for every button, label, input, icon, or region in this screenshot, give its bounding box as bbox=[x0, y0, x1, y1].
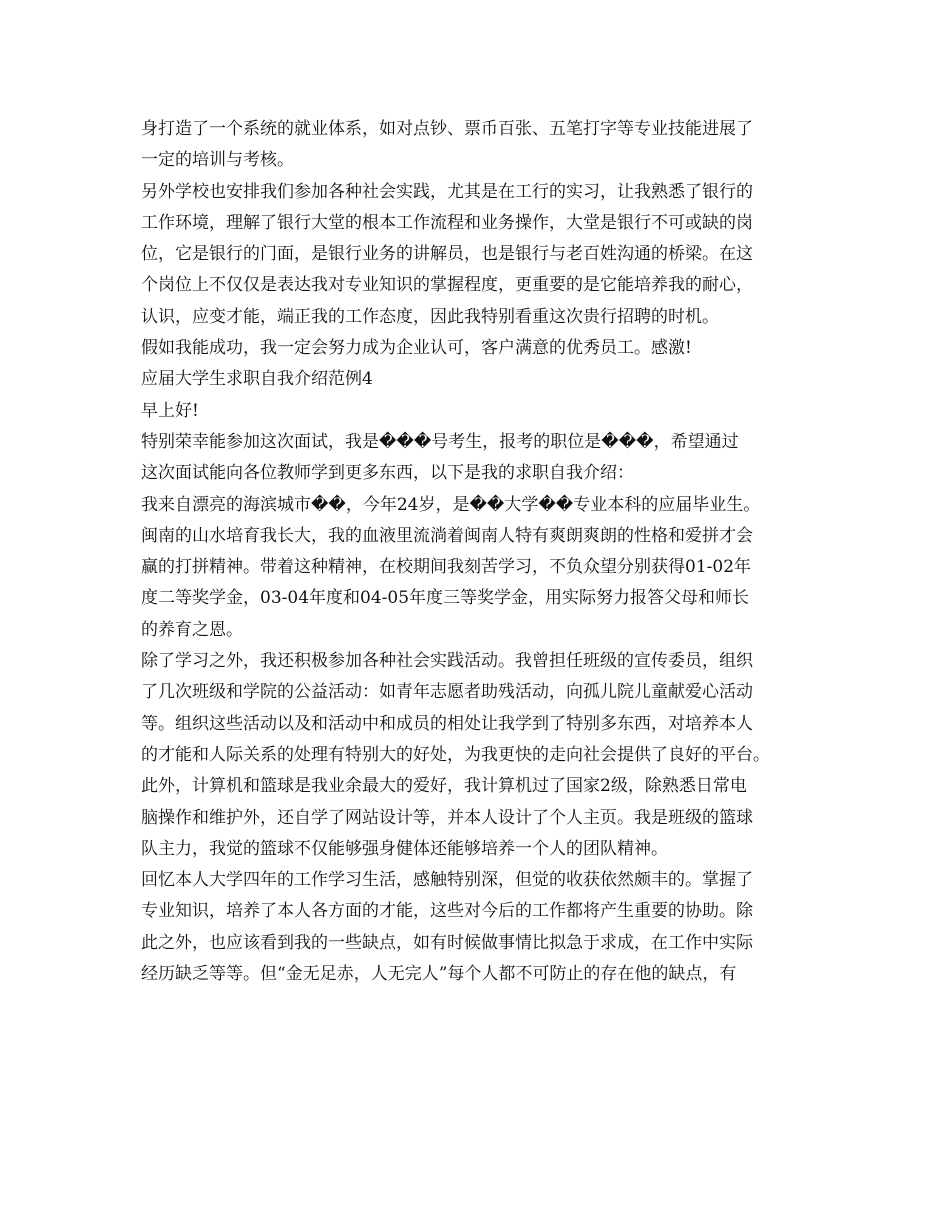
text-line: 了几次班级和学院的公益活动：如青年志愿者助残活动，向孤儿院儿童献爱心活动 bbox=[141, 682, 753, 703]
text-line: 赢的打拼精神。带着这种精神，在校期间我刻苦学习，不负众望分别获得01-02年 bbox=[141, 557, 752, 578]
text-line: 此之外，也应该看到我的一些缺点，如有时候做事情比拟急于求成，在工作中实际 bbox=[141, 932, 753, 953]
document-body bbox=[141, 114, 821, 990]
text-line: 回忆本人大学四年的工作学习生活，感触特别深，但觉的收获依然颇丰的。掌握了 bbox=[141, 870, 753, 891]
text-line: 身打造了一个系统的就业体系，如对点钞、票币百张、五笔打字等专业技能进展了 bbox=[141, 119, 753, 139]
text-line: 工作环境，理解了银行大堂的根本工作流程和业务操作，大堂是银行不可或缺的岗 bbox=[141, 212, 753, 233]
text-line: 个岗位上不仅仅是表达我对专业知识的掌握程度，更重要的是它能培养我的耐心， bbox=[141, 275, 753, 296]
text-line: 位，它是银行的门面，是银行业务的讲解员，也是银行与老百姓沟通的桥梁。在这 bbox=[141, 244, 753, 265]
text-line: 等。组织这些活动以及和活动中和成员的相处让我学到了特别多东西，对培养本人 bbox=[141, 713, 753, 734]
greeting-line: 早上好! bbox=[141, 400, 199, 421]
text-line: 一定的培训与考核。 bbox=[141, 150, 294, 171]
text-line: 闽南的山水培育我长大，我的血液里流淌着闽南人特有爽朗爽朗的性格和爱拼才会 bbox=[141, 525, 753, 546]
section-heading: 应届大学生求职自我介绍范例4 bbox=[141, 369, 373, 390]
text-line: 经历缺乏等等。但“金无足赤，人无完人”每个人都不可防止的存在他的缺点，有 bbox=[141, 964, 737, 985]
text-line: 此外，计算机和篮球是我业余最大的爱好，我计算机过了国家2级，除熟悉日常电 bbox=[141, 776, 747, 797]
text-line: 假如我能成功，我一定会努力成为企业认可，客户满意的优秀员工。感激! bbox=[141, 338, 692, 359]
text-line: 特别荣幸能参加这次面试，我是���号考生，报考的职位是���，希望通过 bbox=[141, 431, 739, 452]
text-line: 我来自漂亮的海滨城市��，今年24岁，是��大学��专业本科的应届毕业生。 bbox=[141, 494, 761, 515]
text-line: 脑操作和维护外，还自学了网站设计等，并本人设计了个人主页。我是班级的篮球 bbox=[141, 807, 753, 828]
text-line: 另外学校也安排我们参加各种社会实践，尤其是在工行的实习，让我熟悉了银行的 bbox=[141, 181, 753, 202]
text-line: 认识，应变才能，端正我的工作态度，因此我特别看重这次贵行招聘的时机。 bbox=[141, 306, 719, 327]
text-line: 专业知识，培养了本人各方面的才能，这些对今后的工作都将产生重要的协助。除 bbox=[141, 901, 753, 922]
text-line: 除了学习之外，我还积极参加各种社会实践活动。我曾担任班级的宣传委员，组织 bbox=[141, 651, 753, 672]
text-line: 的才能和人际关系的处理有特别大的好处，为我更快的走向社会提供了良好的平台。 bbox=[141, 744, 770, 765]
text-line: 队主力，我觉的篮球不仅能够强身健体还能够培养一个人的团队精神。 bbox=[141, 838, 668, 859]
text-line: 度二等奖学金，03-04年度和04-05年度三等奖学金，用实际努力报答父母和师长 bbox=[141, 588, 750, 609]
text-line: 这次面试能向各位教师学到更多东西，以下是我的求职自我介绍： bbox=[141, 463, 634, 484]
text-line: 的养育之恩。 bbox=[141, 619, 243, 640]
